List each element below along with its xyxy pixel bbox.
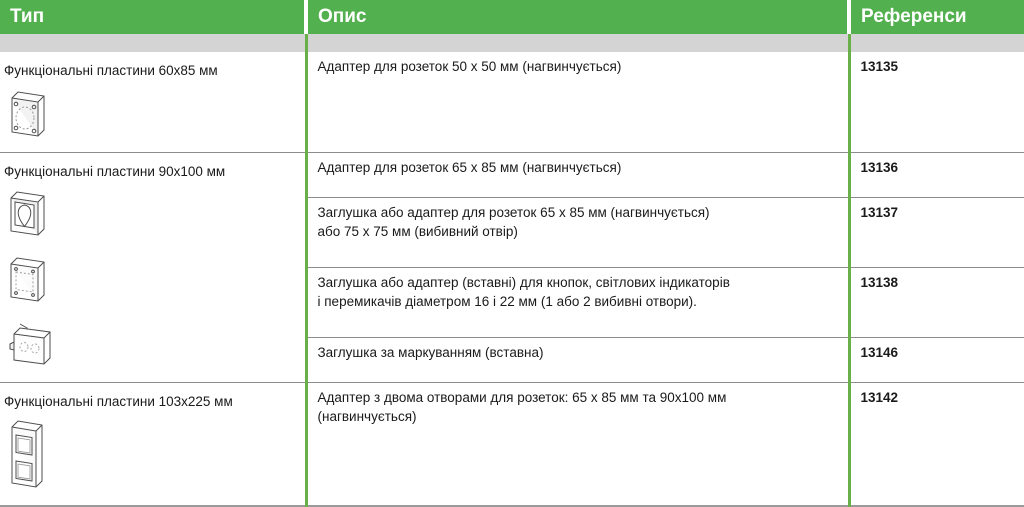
table-row — [0, 382, 1024, 505]
header-spacer-band — [0, 34, 1024, 52]
type-label: Функціональні пластини 60x85 мм — [4, 63, 218, 78]
description-line-1: Заглушка або адаптер (вставні) для кнопок, світлових індикаторів — [317, 274, 730, 290]
type-label: Функціональні пластини 90x100 мм — [4, 163, 226, 179]
plate-60x85-figure-icon — [6, 86, 295, 144]
snap-in-blank-plate-figure-icon — [6, 318, 295, 374]
cell-reference: 13142 — [849, 382, 1024, 505]
cell-description — [306, 197, 849, 267]
table-row — [0, 52, 1024, 152]
band-cell-type — [0, 34, 306, 52]
description-line-2: або 75 x 75 мм (вибивний отвір) — [317, 223, 518, 239]
double-opening-frame-figure-icon — [6, 417, 295, 497]
cell-description — [306, 382, 849, 505]
cell-type — [0, 382, 306, 505]
table-body — [0, 34, 1024, 507]
cell-type — [0, 52, 306, 152]
table-row — [0, 152, 1024, 197]
cell-reference: 13146 — [849, 337, 1024, 382]
cell-reference: 13136 — [849, 152, 1024, 197]
description-line-2: (нагвинчується) — [317, 408, 417, 424]
plate-90x100-oval-figure-icon — [6, 187, 295, 243]
column-header-description: Опис — [306, 0, 849, 34]
table-header-row — [0, 0, 1024, 34]
cell-reference: 13138 — [849, 267, 1024, 337]
figure-group — [2, 183, 295, 374]
description-line-1: Адаптер з двома отворами для розеток: 65 x 85 мм та 90x100 мм — [317, 389, 727, 405]
band-cell-description — [306, 34, 849, 52]
cell-description — [306, 152, 849, 197]
description-line-1: Заглушка або адаптер для розеток 65 x 85 мм (нагвинчується) — [317, 204, 710, 220]
description-line-1: Заглушка за маркуванням (вставна) — [317, 344, 544, 360]
cell-reference: 13137 — [849, 197, 1024, 267]
cell-description — [306, 267, 849, 337]
band-cell-reference — [849, 34, 1024, 52]
blank-plate-knockout-figure-icon — [6, 253, 295, 309]
figure-group — [2, 82, 295, 144]
column-header-type: Тип — [0, 0, 306, 34]
column-header-reference: Референси — [849, 0, 1024, 34]
description-line-1: Адаптер для розеток 50 x 50 мм (нагвинчується) — [317, 59, 622, 74]
cell-type — [0, 152, 306, 382]
table-header — [0, 0, 1024, 34]
description-line-1: Адаптер для розеток 65 x 85 мм (нагвинчується) — [317, 159, 622, 175]
cell-description — [306, 337, 849, 382]
cell-reference: 13135 — [849, 52, 1024, 152]
type-label: Функціональні пластини 103x225 мм — [4, 393, 233, 409]
figure-group — [2, 413, 295, 497]
description-line-2: і перемикачів діаметром 16 і 22 мм (1 або 2 вибивні отвори). — [317, 293, 697, 309]
cell-description — [306, 52, 849, 152]
